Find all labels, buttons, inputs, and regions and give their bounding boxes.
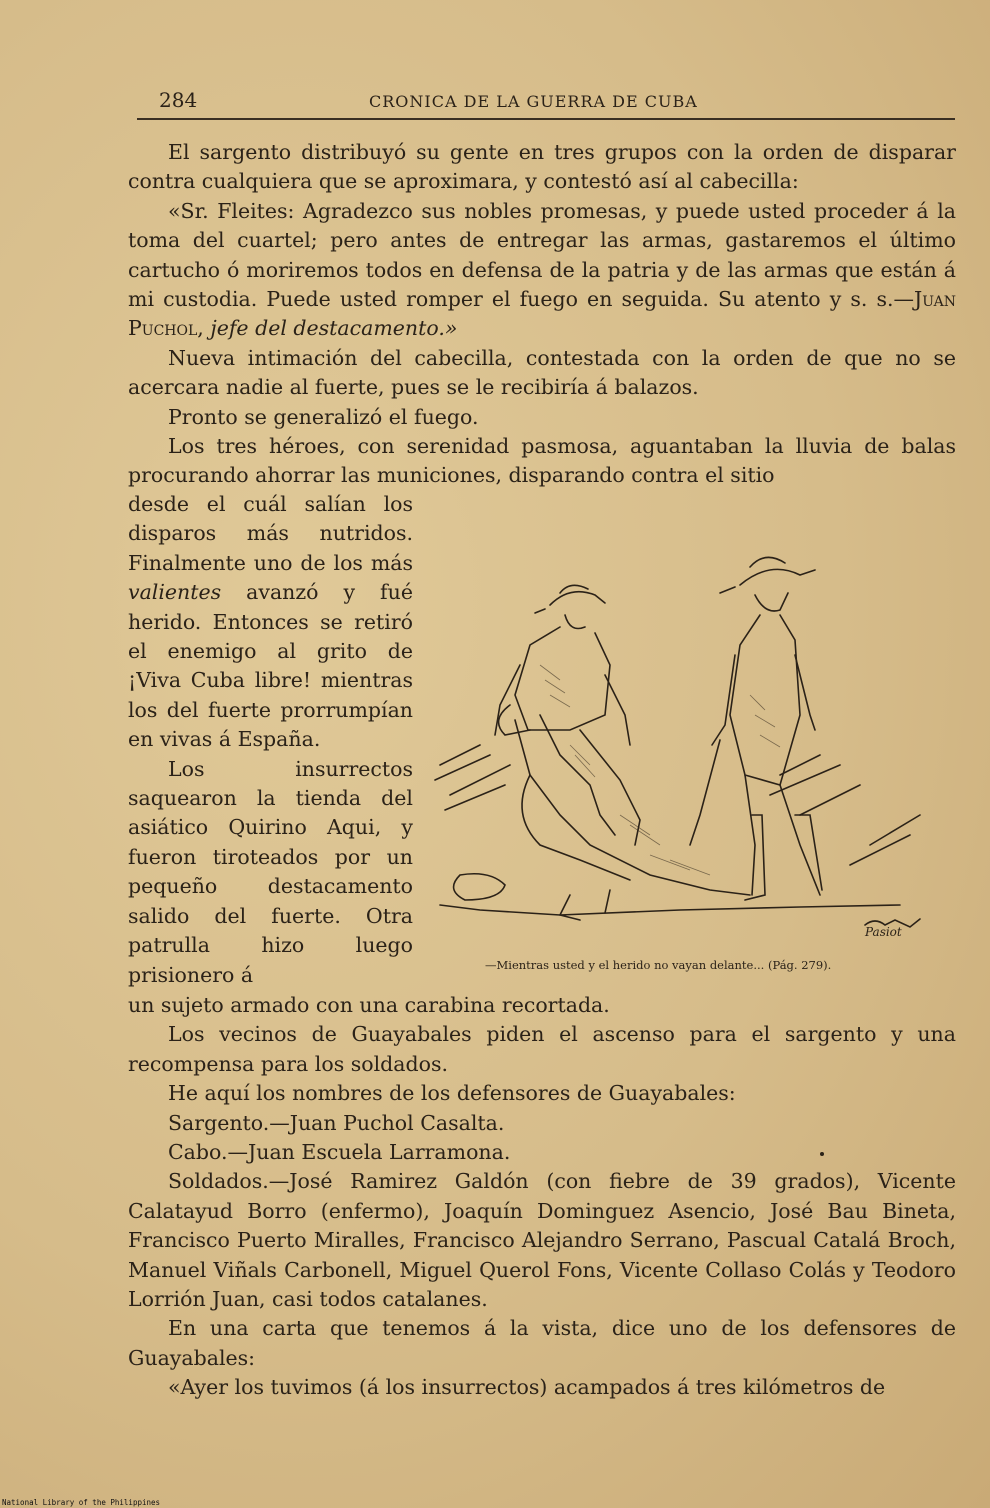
paragraph [128,490,413,755]
paragraph: «Ayer los tuvimos (á los insurrectos) acampados á tres kilómetros de [168,1375,886,1400]
paragraph: En una carta que tenemos á la vista, dice uno de los defensores de Guayabales: [128,1316,956,1370]
letter-body: «Sr. Fleites: Agradezco sus nobles promesas, y puede usted proceder á la toma del cuartel; pero antes de entregar las armas, gastaremos el último cartucho ó moriremos todos en defensa de la patria y de las armas que están á mi custodia. Puede usted romper el fuego en seguida. Su atento y s. s.— [128,198,956,312]
library-credit: National Library of the Philippines [2,1498,161,1507]
paragraph: Soldados.—José Ramirez Galdón (con fiebre de 39 grados), Vicente Calatayud Borro (enfermo), Joaquín Dominguez Asencio, José Bau Bineta, Francisco Puerto Miralles, Francisco Alejandro Serrano, Pascual Catalá Broch, Manuel Viñals Carbonell, Miguel Querol Fons, Vicente Collaso Colás y Teodoro Lorrión Juan, casi todos catalanes. [128,1169,956,1312]
signature-name: Juan Puchol, [128,287,956,341]
paragraph [128,1138,956,1167]
italic-word: valientes [128,580,222,605]
signature-role: jefe del destacamento.» [210,316,458,341]
running-title: CRONICA DE LA GUERRA DE CUBA [369,92,698,111]
body-text-bottom [128,991,956,1403]
body-text-wrapped [128,490,413,990]
figure-caption: —Mientras usted y el herido no vayan delante... (Pág. 279). [485,958,832,972]
paragraph: El sargento distribuyó su gente en tres grupos con la orden de disparar contra cualquiera que se aproximara, y contestó así al cabecilla: [128,140,956,194]
page-header [137,86,955,120]
wrapped-text: desde el cuál salían los disparos más nutridos. Finalmente uno de los más [128,492,413,575]
paragraph: Sargento.—Juan Puchol Casalta. [168,1110,505,1135]
paragraph: un sujeto armado con una carabina recortada. [128,993,610,1017]
illustration-drawing [420,515,955,965]
wrapped-text: avanzó y fué herido. Entonces se retiró el enemigo al grito de ¡Viva Cuba libre! mientras los del fuerte prorrumpían en vivas á España. [128,580,413,752]
paragraph: Los vecinos de Guayabales piden el ascenso para el sargento y una recompensa para los soldados. [128,1022,956,1076]
body-text-top [128,138,956,491]
paragraph: Los insurrectos saquearon la tienda del asiático Quirino Aqui, y fueron tiroteados por un pequeño destacamento salido del fuerte. Otra patrulla hizo luego prisionero á [128,756,413,987]
illustration [420,515,955,965]
artist-signature: Pasiot [865,925,902,939]
letter-paragraph [128,197,956,344]
paragraph-text: Cabo.—Juan Escuela Larramona. [168,1140,511,1165]
paragraph: Pronto se generalizó el fuego. [168,404,479,429]
paragraph: Nueva intimación del cabecilla, contestada con la orden de que no se acercara nadie al fuerte, pues se le recibiría á balazos. [128,345,956,400]
page-number: 284 [159,88,198,112]
stray-dot [820,1152,824,1156]
paragraph: Los tres héroes, con serenidad pasmosa, aguantaban la lluvia de balas procurando ahorrar las municiones, disparando contra el sitio [128,434,956,488]
paragraph: He aquí los nombres de los defensores de Guayabales: [168,1081,736,1106]
